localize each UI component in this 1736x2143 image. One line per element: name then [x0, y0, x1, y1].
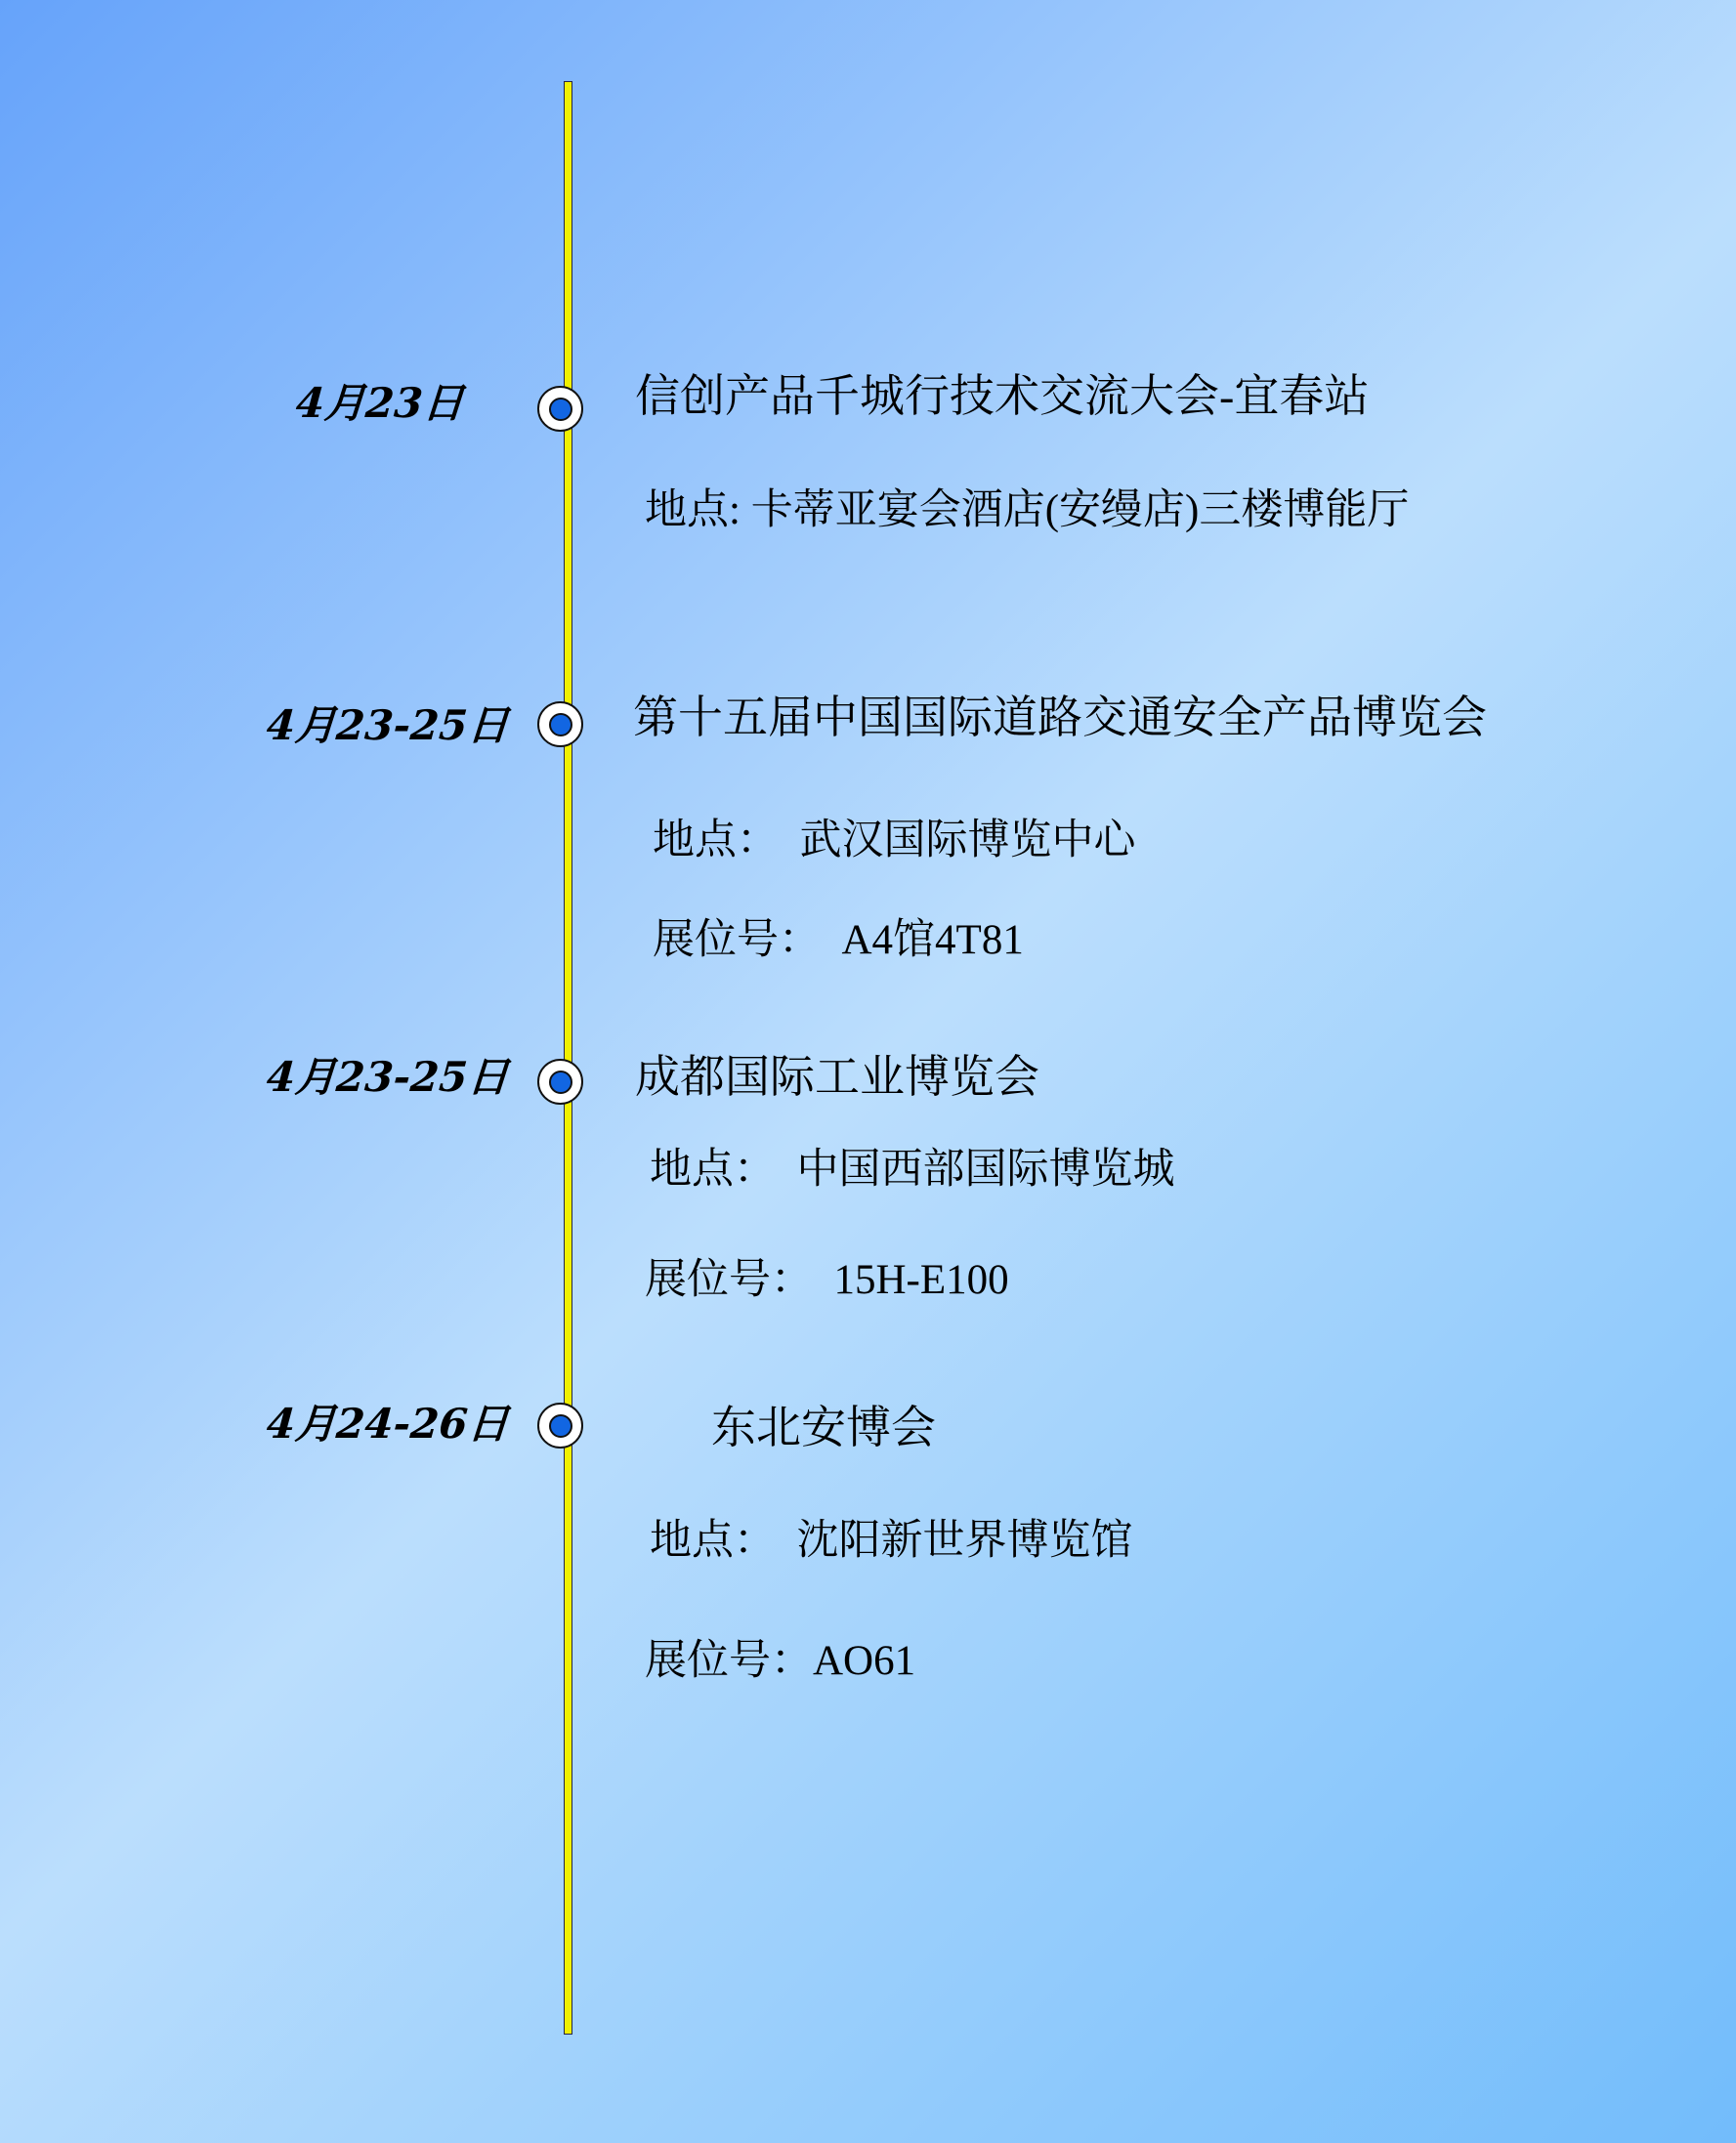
event-title: 东北安博会 [711, 1403, 936, 1452]
event-location: 地点： 中国西部国际博览城 [650, 1147, 1175, 1193]
event-date: 4月23-25日 [265, 701, 511, 749]
event-title: 成都国际工业博览会 [635, 1052, 1039, 1102]
timeline-node [537, 1059, 583, 1105]
timeline-node-dot [549, 713, 572, 736]
timeline-node [537, 1403, 583, 1449]
event-title: 第十五届中国国际道路交通安全产品博览会 [633, 693, 1487, 742]
timeline-node [537, 701, 583, 747]
event-title: 信创产品千城行技术交流大会-宜春站 [635, 371, 1370, 421]
timeline-node-dot [549, 1071, 572, 1094]
event-booth: 展位号： 15H-E100 [645, 1257, 1009, 1303]
timeline-node-dot [549, 398, 572, 421]
timeline-node [537, 386, 583, 432]
event-booth: 展位号： A4馆4T81 [653, 917, 1024, 963]
event-location: 地点: 卡蒂亚宴会酒店(安缦店)三楼博能厅 [645, 487, 1410, 533]
timeline-line [564, 81, 572, 2035]
event-booth: 展位号：AO61 [645, 1638, 916, 1684]
event-date: 4月23日 [294, 379, 466, 427]
event-location: 地点： 武汉国际博览中心 [653, 818, 1136, 863]
event-date: 4月24-26日 [265, 1400, 511, 1448]
event-location: 地点： 沈阳新世界博览馆 [650, 1518, 1133, 1564]
timeline-node-dot [549, 1414, 572, 1438]
event-date: 4月23-25日 [265, 1053, 511, 1101]
